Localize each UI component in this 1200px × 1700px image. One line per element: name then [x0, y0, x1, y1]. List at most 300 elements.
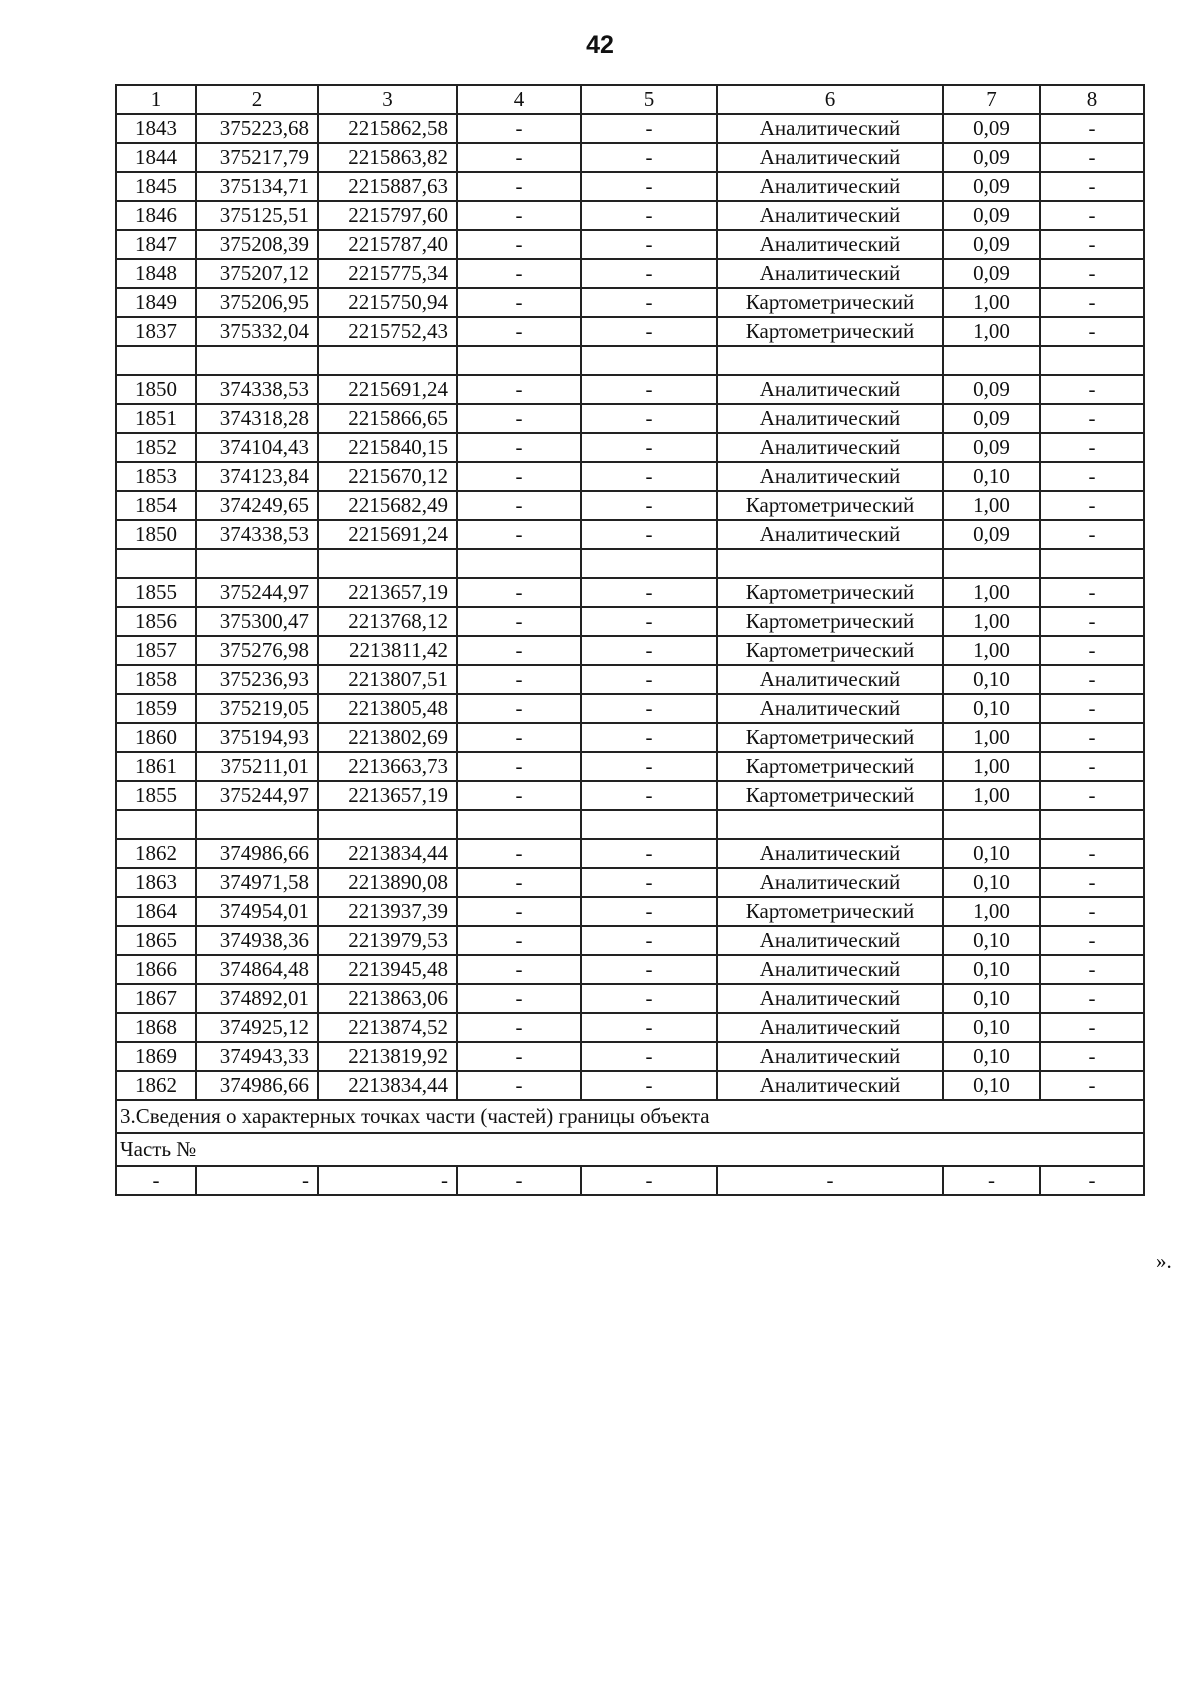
table-row: [116, 752, 1144, 781]
table-cell: Картометрический: [717, 897, 943, 926]
table-cell: Картометрический: [717, 491, 943, 520]
table-cell: 1844: [116, 143, 196, 172]
table-cell: 2215862,58: [318, 114, 457, 143]
spacer-row: [116, 549, 1144, 578]
table-cell: 1868: [116, 1013, 196, 1042]
table-cell: 1866: [116, 955, 196, 984]
table-cell: [318, 549, 457, 578]
table-cell: 2213657,19: [318, 781, 457, 810]
table-cell: 0,10: [943, 665, 1040, 694]
table-cell: -: [943, 1166, 1040, 1195]
table-cell: -: [457, 114, 581, 143]
table-cell: 0,09: [943, 230, 1040, 259]
table-cell: Аналитический: [717, 230, 943, 259]
table-cell: -: [1040, 172, 1144, 201]
table-cell: [581, 549, 717, 578]
table-cell: -: [581, 433, 717, 462]
table-cell: 1849: [116, 288, 196, 317]
table-cell: [116, 346, 196, 375]
table-cell: 374864,48: [196, 955, 318, 984]
spacer-row: [116, 810, 1144, 839]
table-cell: -: [457, 984, 581, 1013]
table-cell: -: [1040, 230, 1144, 259]
table-cell: 1859: [116, 694, 196, 723]
table-cell: -: [581, 578, 717, 607]
table-cell: Картометрический: [717, 607, 943, 636]
table-cell: -: [457, 404, 581, 433]
table-cell: -: [1040, 1166, 1144, 1195]
table-cell: -: [581, 520, 717, 549]
table-row: [116, 172, 1144, 201]
table-cell: -: [457, 868, 581, 897]
table-cell: -: [581, 172, 717, 201]
table-cell: Картометрический: [717, 636, 943, 665]
table-row: [116, 317, 1144, 346]
table-cell: 375207,12: [196, 259, 318, 288]
table-cell: -: [457, 839, 581, 868]
table-cell: [457, 346, 581, 375]
table-cell: Аналитический: [717, 201, 943, 230]
table-cell: -: [1040, 491, 1144, 520]
table-row: [116, 520, 1144, 549]
table-cell: -: [581, 752, 717, 781]
table-cell: -: [581, 288, 717, 317]
table-cell: -: [581, 317, 717, 346]
part-label-row: [116, 1133, 1144, 1166]
table-row: [116, 201, 1144, 230]
table-row: [116, 1042, 1144, 1071]
table-cell: Аналитический: [717, 1071, 943, 1100]
table-row: [116, 781, 1144, 810]
table-cell: 0,09: [943, 172, 1040, 201]
table-cell: 1,00: [943, 897, 1040, 926]
table-cell: 1,00: [943, 491, 1040, 520]
table-cell: [1040, 810, 1144, 839]
table-cell: -: [457, 172, 581, 201]
table-row: [116, 433, 1144, 462]
table-cell: 375194,93: [196, 723, 318, 752]
table-cell: Картометрический: [717, 781, 943, 810]
header-cell: 3: [318, 85, 457, 114]
table-cell: Аналитический: [717, 143, 943, 172]
table-cell: -: [318, 1166, 457, 1195]
table-cell: 2213805,48: [318, 694, 457, 723]
table-row: [116, 288, 1144, 317]
section-title-row: [116, 1100, 1144, 1133]
table-cell: Аналитический: [717, 665, 943, 694]
table-cell: -: [1040, 723, 1144, 752]
header-cell: 1: [116, 85, 196, 114]
table-cell: -: [457, 259, 581, 288]
header-cell: 8: [1040, 85, 1144, 114]
table-cell: [196, 549, 318, 578]
table-cell: Аналитический: [717, 375, 943, 404]
table-cell: [116, 810, 196, 839]
table-cell: 1856: [116, 607, 196, 636]
table-cell: -: [1040, 636, 1144, 665]
table-cell: -: [457, 926, 581, 955]
table-cell: 375125,51: [196, 201, 318, 230]
table-cell: -: [581, 230, 717, 259]
table-cell: -: [581, 1166, 717, 1195]
coordinates-table: [115, 84, 1145, 1196]
table-row: [116, 1071, 1144, 1100]
table-cell: 2215691,24: [318, 520, 457, 549]
table-cell: -: [457, 375, 581, 404]
table-cell: 375134,71: [196, 172, 318, 201]
table-cell: -: [457, 897, 581, 926]
table-row: [116, 665, 1144, 694]
table-cell: 1867: [116, 984, 196, 1013]
table-cell: 2213802,69: [318, 723, 457, 752]
table-cell: 1,00: [943, 636, 1040, 665]
table-cell: 1847: [116, 230, 196, 259]
table-cell: [196, 810, 318, 839]
table-cell: 2213937,39: [318, 897, 457, 926]
table-cell: -: [581, 404, 717, 433]
table-cell: [717, 346, 943, 375]
table-cell: -: [457, 781, 581, 810]
table-cell: 0,10: [943, 955, 1040, 984]
table-cell: 0,09: [943, 520, 1040, 549]
table-cell: -: [581, 259, 717, 288]
table-cell: 0,09: [943, 143, 1040, 172]
table-cell: 2215682,49: [318, 491, 457, 520]
header-cell: 6: [717, 85, 943, 114]
table-cell: Аналитический: [717, 433, 943, 462]
table-cell: 0,09: [943, 404, 1040, 433]
table-cell: 2215866,65: [318, 404, 457, 433]
table-cell: 0,10: [943, 694, 1040, 723]
table-cell: -: [457, 230, 581, 259]
table-cell: -: [581, 607, 717, 636]
table-cell: 0,10: [943, 868, 1040, 897]
table-cell: -: [1040, 404, 1144, 433]
table-row: [116, 926, 1144, 955]
table-body: [116, 85, 1144, 1195]
table-cell: -: [581, 143, 717, 172]
table-row: [116, 230, 1144, 259]
header-cell: 5: [581, 85, 717, 114]
table-cell: 1,00: [943, 752, 1040, 781]
table-cell: 1855: [116, 781, 196, 810]
table-cell: -: [581, 201, 717, 230]
table-cell: 2215670,12: [318, 462, 457, 491]
table-cell: -: [581, 114, 717, 143]
table-cell: -: [196, 1166, 318, 1195]
table-cell: 374925,12: [196, 1013, 318, 1042]
table-cell: -: [457, 578, 581, 607]
table-cell: [196, 346, 318, 375]
table-cell: 1858: [116, 665, 196, 694]
table-cell: -: [581, 1042, 717, 1071]
table-cell: -: [457, 752, 581, 781]
table-cell: -: [457, 1071, 581, 1100]
header-cell: 4: [457, 85, 581, 114]
table-cell: 374338,53: [196, 375, 318, 404]
table-cell: 375219,05: [196, 694, 318, 723]
table-cell: 0,10: [943, 984, 1040, 1013]
table-cell: -: [457, 317, 581, 346]
table-cell: 2215797,60: [318, 201, 457, 230]
table-cell: Аналитический: [717, 114, 943, 143]
table-cell: 1,00: [943, 723, 1040, 752]
table-cell: 375300,47: [196, 607, 318, 636]
table-cell: Аналитический: [717, 259, 943, 288]
table-cell: -: [1040, 578, 1144, 607]
table-cell: [943, 549, 1040, 578]
table-cell: 375244,97: [196, 781, 318, 810]
table-cell: 0,09: [943, 433, 1040, 462]
table-cell: [1040, 346, 1144, 375]
table-cell: -: [1040, 839, 1144, 868]
table-cell: 1848: [116, 259, 196, 288]
table-cell: 374892,01: [196, 984, 318, 1013]
table-cell: -: [457, 201, 581, 230]
table-cell: 2215840,15: [318, 433, 457, 462]
table-cell: -: [581, 491, 717, 520]
table-row: [116, 491, 1144, 520]
table-cell: -: [457, 723, 581, 752]
table-cell: -: [457, 1042, 581, 1071]
table-cell: Аналитический: [717, 462, 943, 491]
table-cell: Аналитический: [717, 694, 943, 723]
table-cell: 374971,58: [196, 868, 318, 897]
table-cell: Картометрический: [717, 288, 943, 317]
table-cell: 375276,98: [196, 636, 318, 665]
table-cell: -: [1040, 694, 1144, 723]
table-row: [116, 984, 1144, 1013]
table-cell: 0,10: [943, 462, 1040, 491]
table-row: [116, 114, 1144, 143]
table-cell: 1853: [116, 462, 196, 491]
table-cell: -: [581, 868, 717, 897]
table-row: [116, 375, 1144, 404]
table-cell: 1850: [116, 375, 196, 404]
table-row: [116, 1013, 1144, 1042]
table-cell: -: [457, 665, 581, 694]
header-row: [116, 85, 1144, 114]
table-cell: -: [116, 1166, 196, 1195]
table-cell: 1,00: [943, 317, 1040, 346]
table-cell: 2213811,42: [318, 636, 457, 665]
table-cell: 374986,66: [196, 1071, 318, 1100]
table-cell: -: [581, 955, 717, 984]
table-cell: Картометрический: [717, 578, 943, 607]
table-cell: -: [581, 1013, 717, 1042]
table-cell: 374943,33: [196, 1042, 318, 1071]
table-cell: -: [457, 491, 581, 520]
table-cell: -: [1040, 984, 1144, 1013]
table-cell: 0,09: [943, 375, 1040, 404]
table-cell: [581, 346, 717, 375]
table-cell: [717, 549, 943, 578]
final-row: [116, 1166, 1144, 1195]
table-row: [116, 578, 1144, 607]
table-cell: 1865: [116, 926, 196, 955]
section-title: 3.Сведения о характерных точках части (частей) границы объекта: [116, 1100, 1144, 1133]
table-cell: -: [1040, 201, 1144, 230]
table-cell: 374249,65: [196, 491, 318, 520]
table-cell: [1040, 549, 1144, 578]
table-cell: -: [1040, 926, 1144, 955]
table-cell: -: [457, 143, 581, 172]
table-cell: 2213834,44: [318, 839, 457, 868]
table-cell: Аналитический: [717, 984, 943, 1013]
table-cell: -: [1040, 1071, 1144, 1100]
table-cell: Аналитический: [717, 926, 943, 955]
table-cell: 1845: [116, 172, 196, 201]
table-cell: 1846: [116, 201, 196, 230]
table-cell: 0,10: [943, 839, 1040, 868]
table-cell: -: [457, 462, 581, 491]
table-cell: 1837: [116, 317, 196, 346]
table-cell: 375208,39: [196, 230, 318, 259]
table-cell: 1852: [116, 433, 196, 462]
table-cell: -: [581, 1071, 717, 1100]
table-cell: -: [1040, 1042, 1144, 1071]
table-cell: -: [457, 1013, 581, 1042]
table-cell: 0,10: [943, 1013, 1040, 1042]
table-cell: -: [1040, 433, 1144, 462]
table-row: [116, 897, 1144, 926]
table-cell: 2213863,06: [318, 984, 457, 1013]
table-cell: 1,00: [943, 607, 1040, 636]
table-cell: -: [457, 433, 581, 462]
table-cell: -: [457, 288, 581, 317]
table-cell: 2215752,43: [318, 317, 457, 346]
table-cell: -: [1040, 114, 1144, 143]
table-cell: 2213945,48: [318, 955, 457, 984]
table-cell: -: [581, 375, 717, 404]
table-cell: Аналитический: [717, 404, 943, 433]
table-cell: 1,00: [943, 781, 1040, 810]
table-cell: 0,10: [943, 1071, 1040, 1100]
table-cell: 1855: [116, 578, 196, 607]
table-cell: 2213890,08: [318, 868, 457, 897]
table-cell: 374104,43: [196, 433, 318, 462]
table-cell: -: [581, 926, 717, 955]
table-row: [116, 607, 1144, 636]
table-cell: [457, 549, 581, 578]
table-row: [116, 259, 1144, 288]
table-cell: 0,10: [943, 1042, 1040, 1071]
table-cell: 375223,68: [196, 114, 318, 143]
table-cell: -: [581, 462, 717, 491]
table-cell: 374938,36: [196, 926, 318, 955]
table-cell: [717, 810, 943, 839]
table-cell: Аналитический: [717, 839, 943, 868]
table-cell: -: [457, 636, 581, 665]
table-cell: 1862: [116, 839, 196, 868]
table-cell: 1864: [116, 897, 196, 926]
table-cell: 2213807,51: [318, 665, 457, 694]
table-cell: 2215750,94: [318, 288, 457, 317]
table-row: [116, 636, 1144, 665]
table-row: [116, 404, 1144, 433]
table-cell: Картометрический: [717, 752, 943, 781]
header-cell: 7: [943, 85, 1040, 114]
table-cell: 2213663,73: [318, 752, 457, 781]
table-cell: -: [457, 694, 581, 723]
table-cell: [318, 810, 457, 839]
table-cell: -: [581, 694, 717, 723]
table-cell: Картометрический: [717, 723, 943, 752]
table-cell: -: [457, 955, 581, 984]
table-row: [116, 839, 1144, 868]
table-cell: -: [457, 1166, 581, 1195]
table-cell: -: [1040, 317, 1144, 346]
table-row: [116, 723, 1144, 752]
table-cell: 1860: [116, 723, 196, 752]
table-cell: -: [1040, 1013, 1144, 1042]
table-cell: 1,00: [943, 578, 1040, 607]
table-cell: 2213768,12: [318, 607, 457, 636]
table-cell: 2213819,92: [318, 1042, 457, 1071]
table-cell: Аналитический: [717, 1042, 943, 1071]
table-cell: 2215775,34: [318, 259, 457, 288]
table-cell: 1,00: [943, 288, 1040, 317]
table-row: [116, 868, 1144, 897]
table-cell: -: [581, 723, 717, 752]
table-cell: 1857: [116, 636, 196, 665]
table-cell: -: [581, 665, 717, 694]
table-row: [116, 955, 1144, 984]
table-cell: 375217,79: [196, 143, 318, 172]
table-cell: Аналитический: [717, 1013, 943, 1042]
table-cell: -: [581, 636, 717, 665]
table-cell: 0,09: [943, 259, 1040, 288]
table-cell: -: [1040, 143, 1144, 172]
table-cell: 0,09: [943, 201, 1040, 230]
table-cell: 2215787,40: [318, 230, 457, 259]
page-number: 42: [586, 31, 614, 59]
table-cell: -: [1040, 752, 1144, 781]
table-cell: 2215691,24: [318, 375, 457, 404]
table-row: [116, 143, 1144, 172]
table-cell: 2215887,63: [318, 172, 457, 201]
table-cell: 374954,01: [196, 897, 318, 926]
table-cell: -: [1040, 955, 1144, 984]
table-cell: 0,10: [943, 926, 1040, 955]
table-cell: 374338,53: [196, 520, 318, 549]
table-cell: Картометрический: [717, 317, 943, 346]
table-cell: 2213874,52: [318, 1013, 457, 1042]
table-cell: 1851: [116, 404, 196, 433]
table-cell: [457, 810, 581, 839]
table-cell: -: [581, 984, 717, 1013]
table-cell: Аналитический: [717, 868, 943, 897]
table-cell: -: [1040, 897, 1144, 926]
table-cell: 375206,95: [196, 288, 318, 317]
table-cell: -: [1040, 781, 1144, 810]
table-cell: 2213979,53: [318, 926, 457, 955]
table-cell: Аналитический: [717, 520, 943, 549]
table-cell: 1854: [116, 491, 196, 520]
table-cell: 2213834,44: [318, 1071, 457, 1100]
table-cell: -: [581, 839, 717, 868]
table-cell: 1863: [116, 868, 196, 897]
table-cell: -: [1040, 288, 1144, 317]
table-cell: -: [1040, 259, 1144, 288]
table-row: [116, 694, 1144, 723]
spacer-row: [116, 346, 1144, 375]
table-cell: 2213657,19: [318, 578, 457, 607]
table-cell: -: [717, 1166, 943, 1195]
table-cell: 1869: [116, 1042, 196, 1071]
table-cell: [581, 810, 717, 839]
table-cell: 0,09: [943, 114, 1040, 143]
